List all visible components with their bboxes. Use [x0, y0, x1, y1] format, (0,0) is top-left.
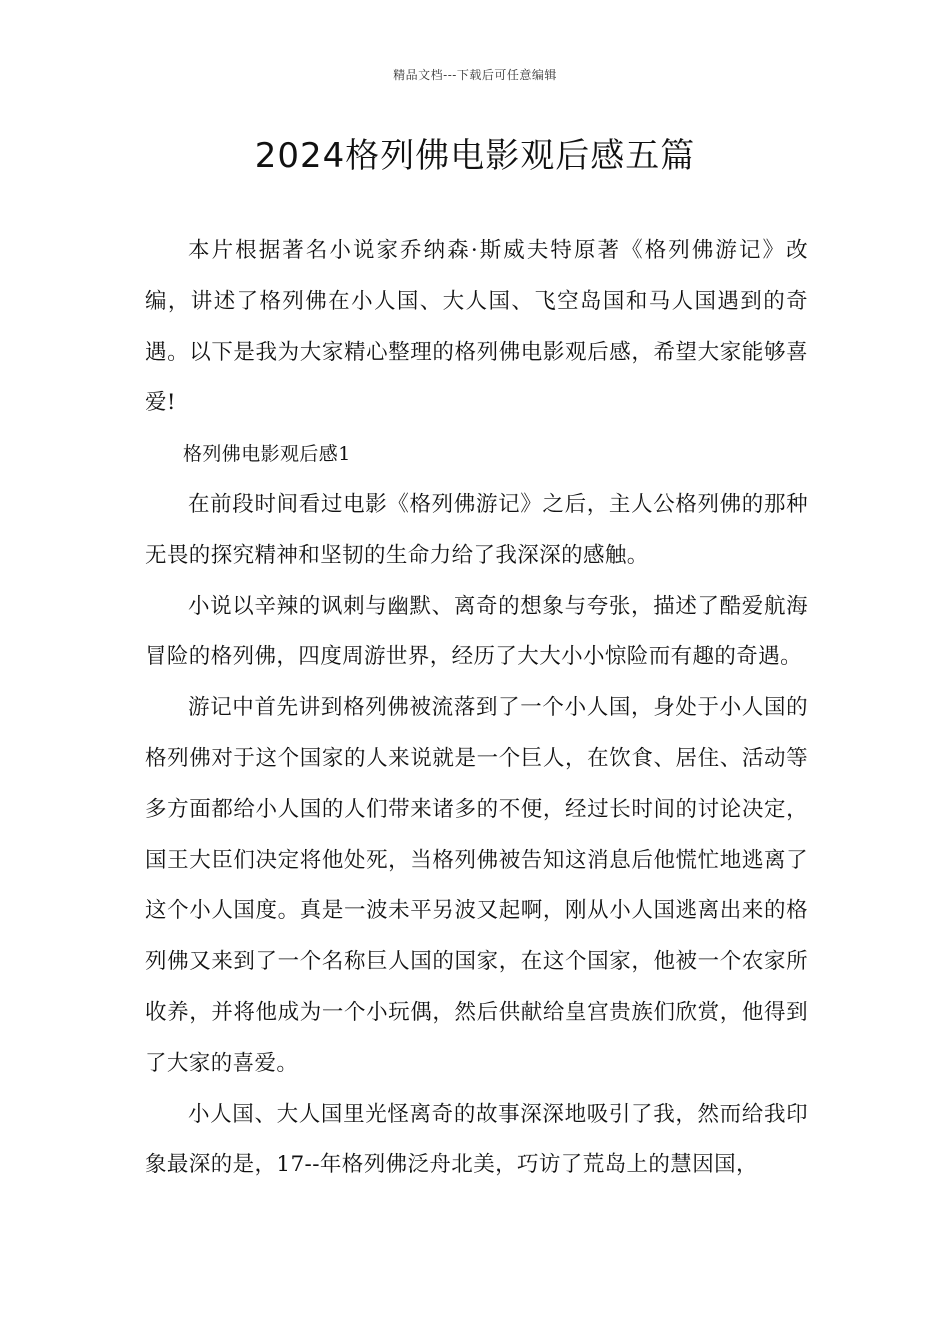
body-paragraph: 在前段时间看过电影《格列佛游记》之后，主人公格列佛的那种无畏的探究精神和坚韧的生命力给了我深深的感触。: [145, 491, 808, 568]
document-title: 2024格列佛电影观后感五篇: [254, 136, 696, 176]
body-paragraph: 游记中首先讲到格列佛被流落到了一个小人国，身处于小人国的格列佛对于这个国家的人来说就是一个巨人，在饮食、居住、活动等多方面都给小人国的人们带来诸多的不便，经过长时间的讨论决定，国王大臣们决定将他处死，当格列佛被告知这消息后他慌忙地逃离了这个小人国度。真是一波未平另波又起啊，刚从小人国逃离出来的格列佛又来到了一个名称巨人国的国家，在这个国家，他被一个农家所收养，并将他成为一个小玩偶，然后供献给皇宫贵族们欣赏，他得到了大家的喜爱。: [145, 695, 808, 1076]
body-paragraph: 小说以辛辣的讽刺与幽默、离奇的想象与夸张，描述了酷爱航海冒险的格列佛，四度周游世界，经历了大大小小惊险而有趣的奇遇。: [145, 593, 808, 670]
document-body: [145, 226, 808, 1191]
intro-paragraph: 本片根据著名小说家乔纳森·斯威夫特原著《格列佛游记》改编，讲述了格列佛在小人国、大人国、飞空岛国和马人国遇到的奇遇。以下是我为大家精心整理的格列佛电影观后感，希望大家能够喜爱!: [145, 238, 808, 416]
section-heading: 格列佛电影观后感1: [183, 443, 351, 466]
header-note: 精品文档---下载后可任意编辑: [393, 68, 557, 82]
body-paragraph: 小人国、大人国里光怪离奇的故事深深地吸引了我，然而给我印象最深的是，17--年格列佛泛舟北美，巧访了荒岛上的慧因国，: [145, 1101, 808, 1178]
